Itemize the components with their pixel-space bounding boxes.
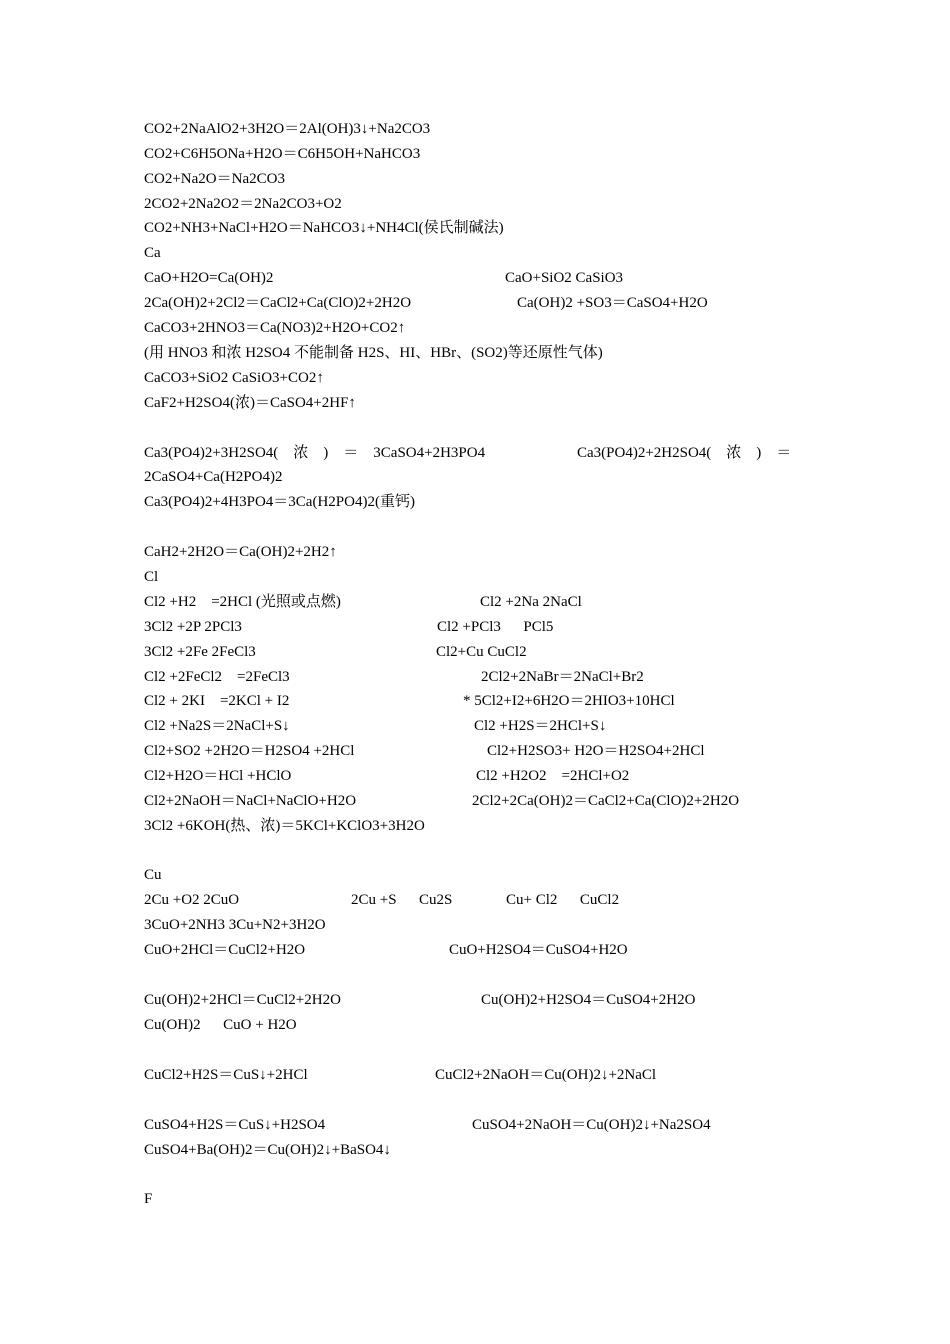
equation-line: 3Cl2 +2Fe 2FeCl3 [144,644,256,660]
equation-line: Cu+ Cl2 CuCl2 [506,892,620,908]
equation-line: CuSO4+H2S＝CuS↓+H2SO4 [144,1117,326,1133]
equation-line: CuCl2+H2S＝CuS↓+2HCl [144,1067,308,1083]
equation-line: Cl2+SO2 +2H2O＝H2SO4 +2HCl [144,743,355,759]
equation-line: Cl2 +H2 =2HCl (光照或点燃) [144,594,341,610]
equation-line: CaF2+H2SO4(浓)＝CaSO4+2HF↑ [144,395,356,411]
equation-line: 3Cl2 +6KOH(热、浓)＝5KCl+KClO3+3H2O [144,818,425,834]
equation-line: Ca(OH)2 +SO3＝CaSO4+H2O [517,295,708,311]
section-heading-cl: Cl [144,569,159,585]
equation-line: Ca3(PO4)2+2H2SO4( 浓 ) ＝ [577,445,792,461]
equation-line: Cl2 +Na2S＝2NaCl+S↓ [144,718,290,734]
equation-line: CaCO3+2HNO3＝Ca(NO3)2+H2O+CO2↑ [144,320,406,336]
equation-line: Cu(OH)2+H2SO4＝CuSO4+2H2O [481,992,696,1008]
equation-line: Cl2 +H2S＝2HCl+S↓ [474,718,607,734]
equation-line: 2Cu +O2 2CuO [144,892,240,908]
equation-line: CuO+H2SO4＝CuSO4+H2O [449,942,628,958]
equation-line: 2Cl2+2NaBr＝2NaCl+Br2 [481,669,644,685]
equation-line: 3Cl2 +2P 2PCl3 [144,619,242,635]
equation-line: 2Ca(OH)2+2Cl2＝CaCl2+Ca(ClO)2+2H2O [144,295,412,311]
equation-line: CO2+Na2O＝Na2CO3 [144,171,285,187]
equation-line: Ca3(PO4)2+4H3PO4＝3Ca(H2PO4)2(重钙) [144,494,415,510]
equation-line: Cu(OH)2 CuO + H2O [144,1017,297,1033]
equation-line: CuO+2HCl＝CuCl2+H2O [144,942,306,958]
equation-line: 2CaSO4+Ca(H2PO4)2 [144,469,283,485]
equation-line: CaO+SiO2 CaSiO3 [505,270,624,286]
equation-line: * 5Cl2+I2+6H2O＝2HIO3+10HCl [463,693,675,709]
equation-line: Cu(OH)2+2HCl＝CuCl2+2H2O [144,992,341,1008]
equation-line: Cl2 +2FeCl2 =2FeCl3 [144,669,290,685]
equation-line: CuSO4+2NaOH＝Cu(OH)2↓+Na2SO4 [472,1117,711,1133]
section-heading-f: F [144,1191,153,1207]
equation-line: CO2+NH3+NaCl+H2O＝NaHCO3↓+NH4Cl(侯氏制碱法) [144,220,504,236]
equation-line: 3CuO+2NH3 3Cu+N2+3H2O [144,917,326,933]
equation-line: Cl2+2NaOH＝NaCl+NaClO+H2O [144,793,357,809]
equation-line: CaO+H2O=Ca(OH)2 [144,270,274,286]
note-line: (用 HNO3 和浓 H2SO4 不能制备 H2S、HI、HBr、(SO2)等还原性气体) [144,345,603,361]
equation-line: CuCl2+2NaOH＝Cu(OH)2↓+2NaCl [435,1067,657,1083]
section-heading-ca: Ca [144,245,161,261]
equation-line: 2Cl2+2Ca(OH)2＝CaCl2+Ca(ClO)2+2H2O [472,793,740,809]
equation-line: CuSO4+Ba(OH)2＝Cu(OH)2↓+BaSO4↓ [144,1142,391,1158]
section-heading-cu: Cu [144,867,162,883]
equation-line: Cl2 + 2KI =2KCl + I2 [144,693,290,709]
equation-line: CO2+C6H5ONa+H2O＝C6H5OH+NaHCO3 [144,146,421,162]
equation-line: Cl2+H2SO3+ H2O＝H2SO4+2HCl [487,743,705,759]
equation-line: Cl2+Cu CuCl2 [436,644,527,660]
equation-line: Cl2 +PCl3 PCl5 [437,619,554,635]
equation-line: Cl2 +2Na 2NaCl [480,594,582,610]
equation-line: Cl2 +H2O2 =2HCl+O2 [476,768,630,784]
equation-line: CO2+2NaAlO2+3H2O＝2Al(OH)3↓+Na2CO3 [144,121,431,137]
equation-line: 2Cu +S Cu2S [351,892,453,908]
equation-line: 2CO2+2Na2O2＝2Na2CO3+O2 [144,196,342,212]
equation-line: Ca3(PO4)2+3H2SO4( 浓 ) ＝ 3CaSO4+2H3PO4 [144,445,486,461]
equation-line: Cl2+H2O＝HCl +HClO [144,768,292,784]
equation-line: CaCO3+SiO2 CaSiO3+CO2↑ [144,370,324,386]
equation-line: CaH2+2H2O＝Ca(OH)2+2H2↑ [144,544,337,560]
